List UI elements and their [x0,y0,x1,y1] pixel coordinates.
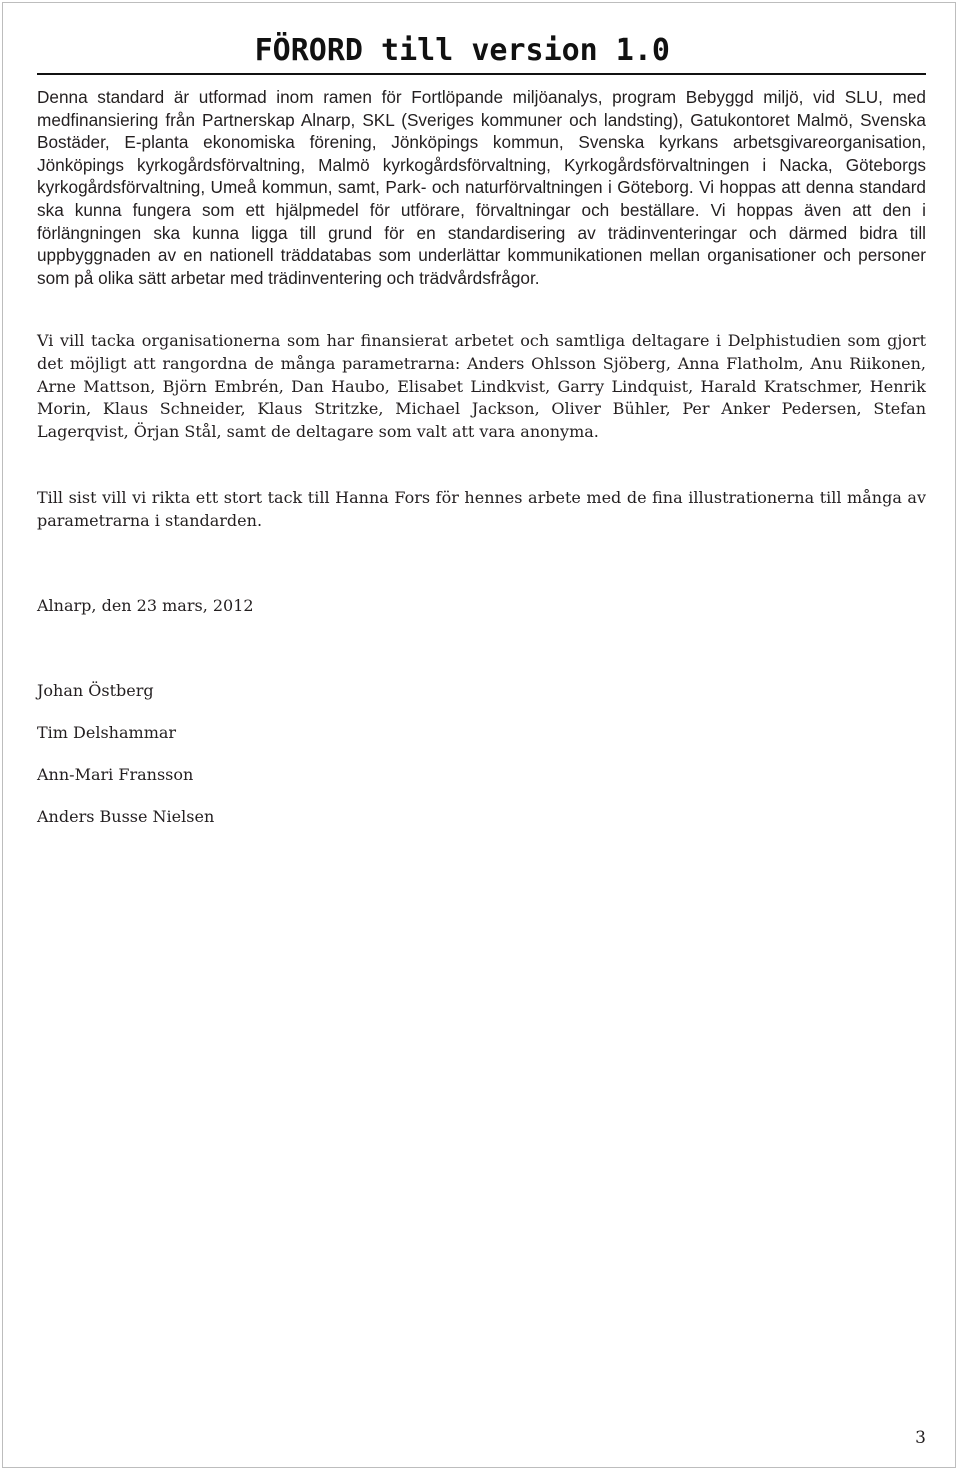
place-date: Alnarp, den 23 mars, 2012 [37,596,254,615]
title-underline [37,73,926,75]
foreword-paragraph-thanks: Vi vill tacka organisationerna som har finansierat arbetet och samtliga deltagare i Delphistudien som gjort det möjligt att rangordna de många parametrarna: Anders Ohlsson Sjöberg, Anna Flatholm, Anu Riikonen, Arne Mattson, Björn Embrén, Dan Haubo, Elisabet Lindkvist, Garry Lindquist, Harald Kratschmer, Henrik Morin, Klaus Schneider, Klaus Stritzke, Michael Jackson, Oliver Bühler, Per Anker Pedersen, Stefan Lagerqvist, Örjan Stål, samt de deltagare som valt att vara anonyma. [37,331,926,442]
signatory-name: Johan Östberg [37,681,154,700]
signatory-name: Anders Busse Nielsen [37,807,215,826]
signatory-name: Tim Delshammar [37,723,177,742]
foreword-paragraph-funding: Denna standard är utformad inom ramen för Fortlöpande miljöanalys, program Bebyggd miljö, vid SLU, med medfinansiering från Partnerskap Alnarp, SKL (Sveriges kommuner och landsting), Gatukontoret Malmö, Svenska Bostäder, E-planta ekonomiska förening, Jönköpings kommun, Svenska kyrkans arbetsgivareorganisation, Jönköpings kyrkogårdsförvaltning, Malmö kyrkogårdsförvaltning, Kyrkogårdsförvaltningen i Nacka, Göteborgs kyrkogårdsförvaltning, Umeå kommun, samt, Park- och naturförvaltningen i Göteborg. Vi hoppas att denna standard ska kunna fungera som ett hjälpmedel för utförare, förvaltningar och beställare. Vi hoppas även att den i förlängningen ska kunna ligga till grund för en standardisering av trädinventeringar och därmed bidra till uppbyggnaden av en nationell träddatabas som underlättar kommunikationen mellan organisationer och personer som på olika sätt arbetar med trädinventering och trädvårdsfrågor. [37,87,926,288]
page-title: FÖRORD till version 1.0 [254,33,670,68]
page-number: 3 [915,1428,926,1448]
foreword-paragraph-illustrations: Till sist vill vi rikta ett stort tack till Hanna Fors för hennes arbete med de fina illustrationerna till många av parametrarna i standarden. [37,488,926,530]
signatory-name: Ann-Mari Fransson [37,765,194,784]
